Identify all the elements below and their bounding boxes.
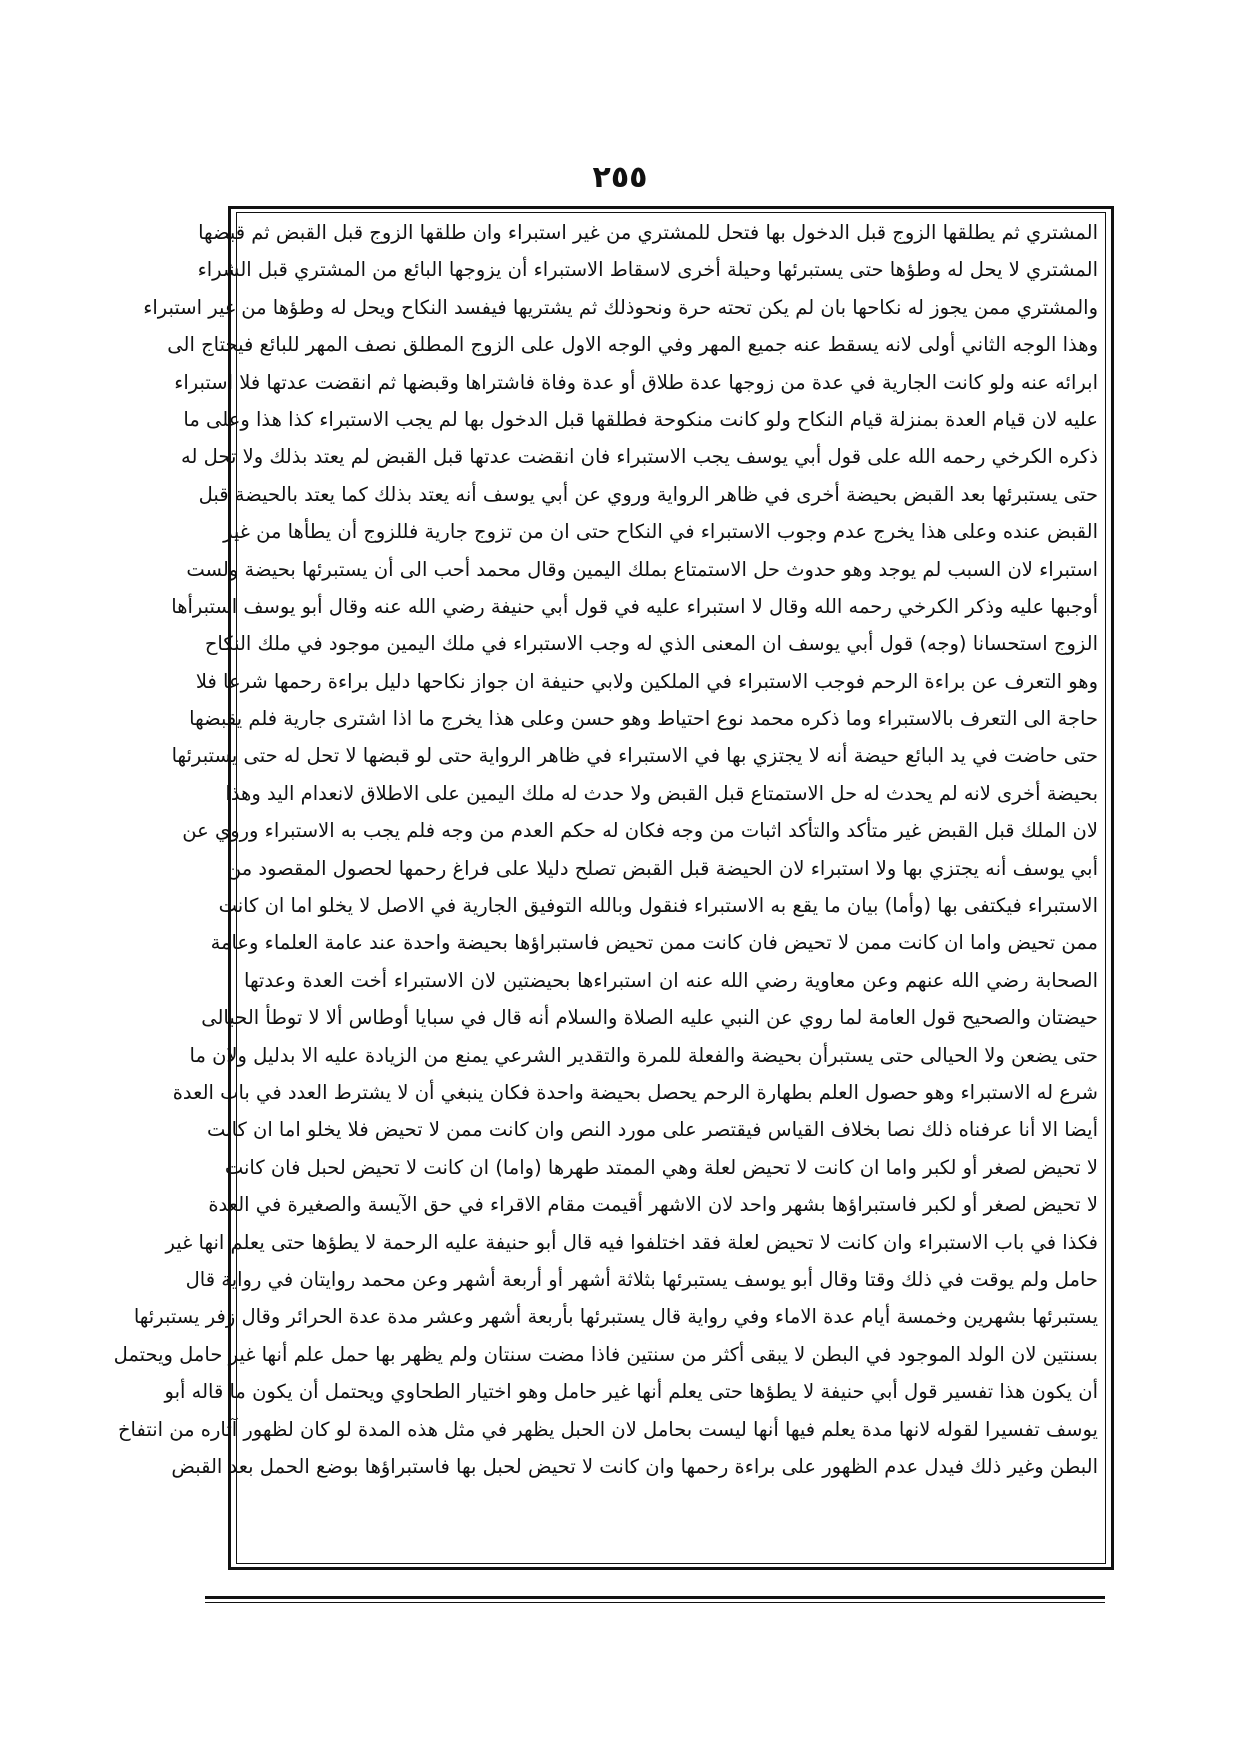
page-number: ٢٥٥ xyxy=(592,160,648,195)
text-line: لا تحيض لصغر أو لكبر فاستبراؤها بشهر واحد لان الاشهر أقيمت مقام الاقراء في حق الآيسة والصغيرة في العدة xyxy=(208,1193,1098,1217)
bottom-rule-thick xyxy=(205,1596,1105,1599)
text-line: أيضا الا أنا عرفناه ذلك نصا بخلاف القياس فيقتصر على مورد النص وان كانت ممن لا تحيض فلا يخلو اما ان كانت xyxy=(207,1118,1098,1142)
text-line: الاستبراء فيكتفى بها (وأما) بيان ما يقع به الاستبراء فنقول وبالله التوفيق الجارية في الاصل لا يخلو اما ان كانت xyxy=(218,894,1098,918)
text-line: أوجبها عليه وذكر الكرخي رحمه الله وقال لا استبراء عليه في قول أبي حنيفة رضي الله عنه وقال أبو يوسف استبرأها xyxy=(171,594,1098,618)
text-body xyxy=(113,214,1098,1560)
text-line: يستبرئها بشهرين وخمسة أيام عدة الاماء وفي رواية قال يستبرئها بأربعة أشهر وعشر مدة عدة الحرائر وقال زفر يستبرئها xyxy=(133,1305,1098,1329)
text-line: المشتري ثم يطلقها الزوج قبل الدخول بها فتحل للمشتري من غير استبراء وان طلقها الزوج قبل القبض ثم قبضها xyxy=(198,221,1098,244)
text-line: لان الملك قبل القبض غير متأكد والتأكد اثبات من وجه فكان له حكم العدم من وجه فلم يجب به الاستبراء وروي عن xyxy=(182,819,1098,843)
text-line: ذكره الكرخي رحمه الله على قول أبي يوسف يجب الاستبراء فان انقضت عدتها قبل القبض لم يعتد بذلك ولا تحل له xyxy=(181,445,1098,469)
text-line: البطن وغير ذلك فيدل عدم الظهور على براءة رحمها وان كانت لا تحيض لحبل بها فاستبراؤها بوضع الحمل بعد القبض xyxy=(171,1454,1098,1478)
text-line: حاجة الى التعرف بالاستبراء وما ذكره محمد نوع احتياط وهو حسن وعلى هذا يخرج ما اذا اشترى جارية فلم يقبضها xyxy=(189,707,1098,731)
text-line: القبض عنده وعلى هذا يخرج عدم وجوب الاستبراء في النكاح حتى ان من تزوج جارية فللزوج أن يطأها من غير xyxy=(223,520,1098,544)
text-line: والمشتري ممن يجوز له نكاحها بان لم يكن تحته حرة ونحوذلك ثم يشتريها فيفسد النكاح ويحل له وطؤها من غير استبراء xyxy=(143,295,1098,319)
text-line: حامل ولم يوقت في ذلك وقتا وقال أبو يوسف يستبرئها بثلاثة أشهر أو أربعة أشهر وعن محمد روايتان في رواية قال xyxy=(185,1267,1098,1291)
text-line: عليه لان قيام العدة بمنزلة قيام النكاح ولو كانت منكوحة فطلقها قبل الدخول بها لم يجب الاستبراء كذا هذا وعلى ما xyxy=(183,407,1098,431)
text-line: حيضتان والصحيح قول العامة لما روي عن النبي عليه الصلاة والسلام أنه قال في سبايا أوطاس ألا لا توطأ الحبالى xyxy=(201,1006,1098,1030)
text-line: المشتري لا يحل له وطؤها حتى يستبرئها وحيلة أخرى لاسقاط الاستبراء أن يزوجها البائع من المشتري قبل الشراء xyxy=(197,258,1098,282)
text-line: الصحابة رضي الله عنهم وعن معاوية رضي الله عنه ان استبراءها بحيضتين لان الاستبراء أخت العدة وعدتها xyxy=(244,968,1098,992)
text-line: لا تحيض لصغر أو لكبر واما ان كانت لا تحيض لعلة وهي الممتد طهرها (واما) ان كانت لا تحيض لحبل فان كانت xyxy=(224,1155,1098,1179)
text-line: استبراء لان السبب لم يوجد وهو حدوث حل الاستمتاع بملك اليمين وقال محمد أحب الى أن يستبرئها بحيضة ولست xyxy=(186,557,1098,581)
text-line: حتى يضعن ولا الحيالى حتى يستبرأن بحيضة والفعلة للمرة والتقدير الشرعي يمنع من الزيادة عليه الا بدليل ولان ما xyxy=(189,1043,1098,1067)
text-line: ابرائه عنه ولو كانت الجارية في عدة من زوجها عدة طلاق أو عدة وفاة فاشتراها وقبضها ثم انقضت عدتها فلا استبراء xyxy=(174,370,1098,394)
text-line: بسنتين لان الولد الموجود في البطن لا يبقى أكثر من سنتين فاذا مضت سنتان ولم يظهر بها حمل علم أنها غير حامل ويحتمل xyxy=(113,1342,1098,1366)
text-line: يوسف تفسيرا لقوله لانها مدة يعلم فيها أنها ليست بحامل لان الحبل يظهر في مثل هذه المدة لو كان لظهور آثاره من انتفاخ xyxy=(117,1417,1098,1441)
text-line: بحيضة أخرى لانه لم يحدث له حل الاستمتاع قبل القبض ولا حدث له ملك اليمين على الاطلاق لانعدام اليد وهذا xyxy=(225,781,1098,805)
text-line: أن يكون هذا تفسير قول أبي حنيفة لا يطؤها حتى يعلم أنها غير حامل وهو اختيار الطحاوي ويحتمل أن يكون ما قاله أبو xyxy=(164,1380,1098,1404)
text-line: ممن تحيض واما ان كانت ممن لا تحيض فان كانت ممن تحيض فاستبراؤها بحيضة واحدة عند عامة العلماء وعامة xyxy=(210,931,1098,955)
text-line: الزوج استحسانا (وجه) قول أبي يوسف ان المعنى الذي له وجب الاستبراء في ملك اليمين موجود في ملك النكاح xyxy=(204,632,1098,656)
text-line: حتى حاضت في يد البائع حيضة أنه لا يجتزي بها في الاستبراء في ظاهر الرواية حتى لو قبضها لا تحل له حتى يستبرئها xyxy=(171,744,1098,768)
text-line: وهو التعرف عن براءة الرحم فوجب الاستبراء في الملكين ولابي حنيفة ان جواز نكاحها دليل براءة رحمها شرعا فلا xyxy=(195,669,1098,693)
text-line: شرع له الاستبراء وهو حصول العلم بطهارة الرحم يحصل بحيضة واحدة فكان ينبغي أن لا يشترط العدد في باب العدة xyxy=(172,1080,1098,1104)
text-line xyxy=(244,1485,1098,1522)
text-line: حتى يستبرئها بعد القبض بحيضة أخرى في ظاهر الرواية وروي عن أبي يوسف أنه يعتد بذلك كما يعتد بالحيضة قبل xyxy=(198,482,1098,506)
text-line: وهذا الوجه الثاني أولى لانه يسقط عنه جميع المهر وفي الوجه الاول على الزوج المطلق نصف المهر للبائع فيحتاج الى xyxy=(167,333,1098,357)
text-line xyxy=(244,1523,1098,1560)
text-line: فكذا في باب الاستبراء وان كانت لا تحيض لعلة فقد اختلفوا فيه قال أبو حنيفة عليه الرحمة لا يطؤها حتى يعلم انها غير xyxy=(165,1230,1098,1254)
bottom-rule-thin xyxy=(205,1602,1105,1603)
text-line: أبي يوسف أنه يجتزي بها ولا استبراء لان الحيضة قبل القبض تصلح دليلا على فراغ رحمها لحصول المقصود من xyxy=(226,856,1098,880)
